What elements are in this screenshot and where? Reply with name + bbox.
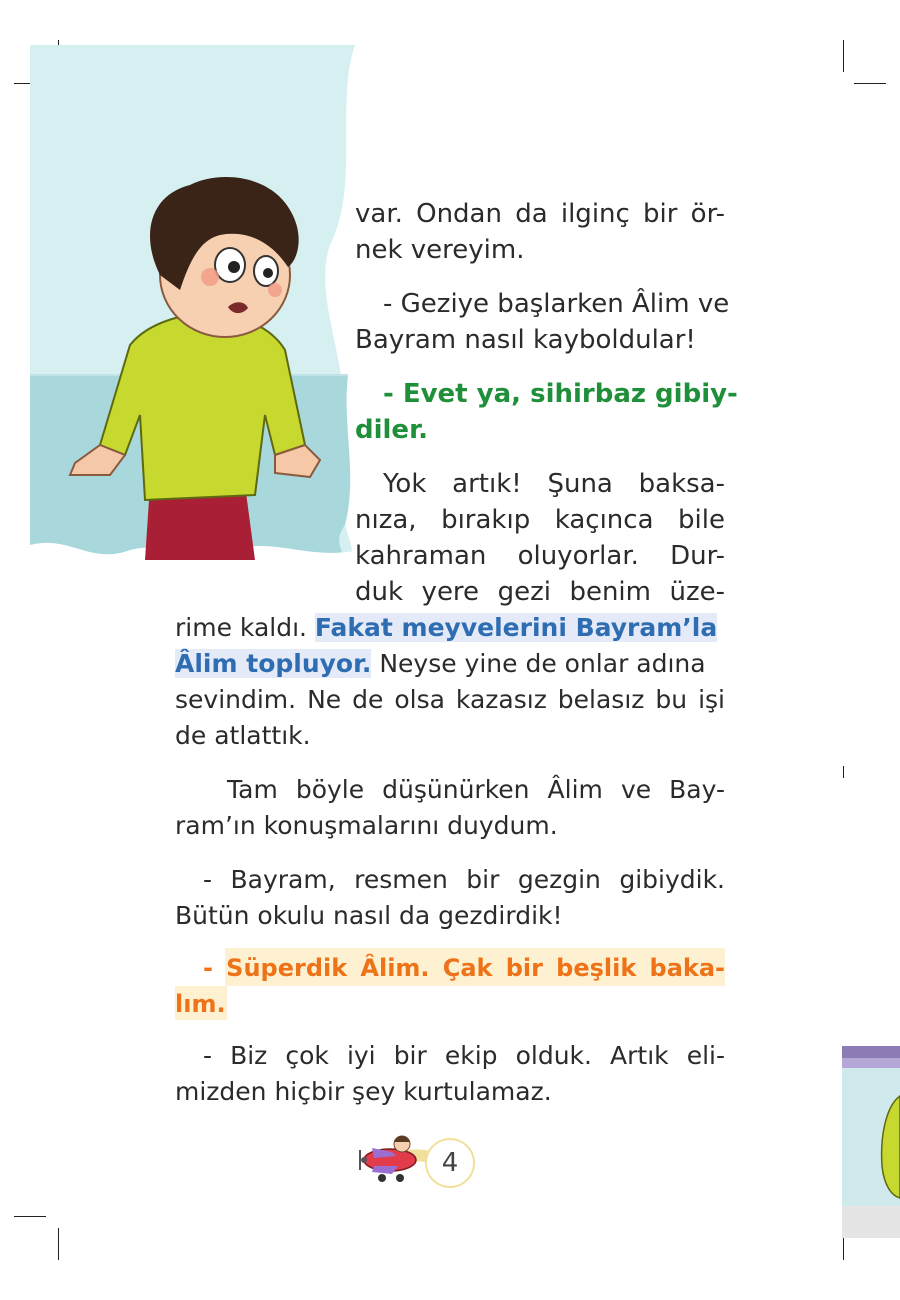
text-line: kahraman oluyorlar. Dur- xyxy=(355,541,725,571)
text-line: nıza, bırakıp kaçınca bile xyxy=(355,505,725,535)
text-line: de atlattık. xyxy=(175,721,311,750)
dialogue-line-green: diler. xyxy=(355,415,429,445)
text-line: Yok artık! Şuna baksa- xyxy=(383,469,725,499)
text-line: var. Ondan da ilginç bir ör- xyxy=(355,199,725,229)
adjacent-page-illustration xyxy=(842,1046,900,1238)
text-segment: Neyse yine de onlar adına xyxy=(371,649,706,678)
text-line: Tam böyle düşünürken Âlim ve Bay- xyxy=(227,775,725,804)
text-line: sevindim. Ne de olsa kazasız belasız bu işi xyxy=(175,685,725,714)
text-line: Bütün okulu nasıl da gezdirdik! xyxy=(175,901,563,930)
text-line xyxy=(175,646,706,682)
text-line: - Bayram, resmen bir gezgin gibiydik. xyxy=(203,865,725,894)
dialogue-line-orange: - Süperdik Âlim. Çak bir beşlik baka- xyxy=(203,954,725,982)
text-line: ram’ın konuşmalarını duydum. xyxy=(175,811,558,840)
text-line: Bayram nasıl kayboldular! xyxy=(355,325,696,355)
page-number: 4 xyxy=(425,1138,475,1188)
boy-character-illustration xyxy=(30,45,360,560)
crop-mark xyxy=(843,766,844,778)
text-segment: rime kaldı. xyxy=(175,613,315,642)
crop-mark xyxy=(58,1228,59,1260)
text-line: duk yere gezi benim üze- xyxy=(355,577,725,607)
text-line: mizden hiçbir şey kurtulamaz. xyxy=(175,1077,552,1106)
highlighted-phrase-blue: Fakat meyvelerini Bayram’la xyxy=(314,613,718,642)
highlighted-phrase-blue: Âlim topluyor. xyxy=(175,649,372,678)
text-line: - Biz çok iyi bir ekip olduk. Artık eli- xyxy=(203,1041,725,1070)
text-line: - Geziye başlarken Âlim ve xyxy=(383,289,730,319)
crop-mark xyxy=(843,40,844,72)
dialogue-line-orange: lım. xyxy=(175,990,226,1018)
text-line: nek vereyim. xyxy=(355,235,525,265)
crop-mark xyxy=(14,1216,46,1217)
text-line xyxy=(175,610,725,646)
crop-mark xyxy=(854,83,886,84)
dialogue-line-green: - Evet ya, sihirbaz gibiy- xyxy=(383,379,738,409)
